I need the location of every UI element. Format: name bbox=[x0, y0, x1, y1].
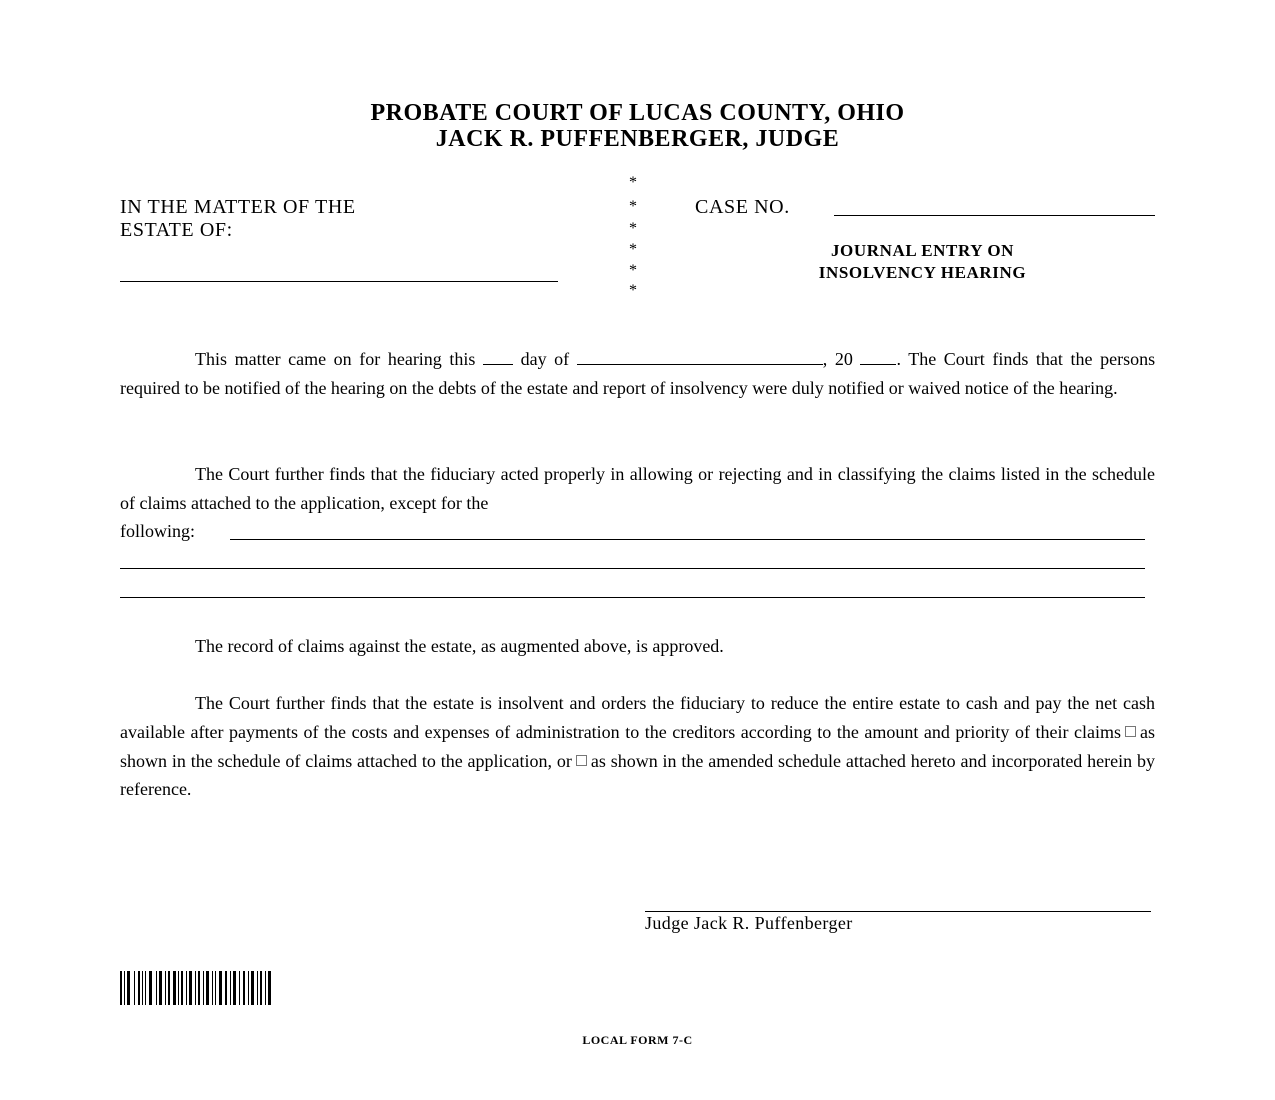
document-title-line-1: JOURNAL ENTRY ON bbox=[830, 241, 1015, 260]
paragraph-hearing bbox=[120, 345, 1155, 403]
separator-star: * bbox=[629, 262, 637, 279]
separator-star: * bbox=[629, 198, 637, 215]
separator-star: * bbox=[629, 241, 637, 258]
p4-part-3: as shown in the amended schedule attached hereto and incorporated herein by reference. bbox=[120, 750, 1155, 800]
month-blank[interactable] bbox=[577, 348, 823, 365]
matter-line-2: ESTATE OF: bbox=[120, 219, 233, 241]
paragraph-claims bbox=[120, 460, 1155, 518]
separator-star: * bbox=[629, 220, 637, 237]
case-no-label: CASE NO. bbox=[695, 196, 790, 218]
signature-line[interactable] bbox=[645, 911, 1151, 912]
document-title-line-2: INSOLVENCY HEARING bbox=[818, 263, 1027, 282]
p2-following: following: bbox=[120, 521, 195, 541]
p2-text: The Court further finds that the fiduciary acted properly in allowing or rejecting and in classifying the claims listed in the schedule of claims attached to the application, except for the bbox=[120, 464, 1155, 513]
judge-title: JACK R. PUFFENBERGER, JUDGE bbox=[435, 126, 840, 152]
court-title: PROBATE COURT OF LUCAS COUNTY, OHIO bbox=[370, 100, 905, 126]
amended-schedule-checkbox[interactable] bbox=[576, 755, 587, 766]
exceptions-blank-2[interactable] bbox=[120, 568, 1145, 569]
paragraph-insolvency bbox=[120, 689, 1155, 804]
p1-day-of: day of bbox=[520, 349, 570, 369]
year-blank[interactable] bbox=[860, 348, 896, 365]
day-blank[interactable] bbox=[483, 348, 513, 365]
signature-name: Judge Jack R. Puffenberger bbox=[645, 913, 853, 933]
estate-name-blank[interactable] bbox=[120, 281, 558, 282]
separator-star: * bbox=[629, 282, 637, 299]
form-id: LOCAL FORM 7-C bbox=[582, 1033, 693, 1047]
schedule-checkbox[interactable] bbox=[1125, 726, 1136, 737]
separator-star: * bbox=[629, 174, 637, 191]
paragraph-approval bbox=[120, 632, 1155, 661]
exceptions-blank-1[interactable] bbox=[230, 539, 1145, 540]
barcode bbox=[120, 971, 272, 1005]
p1-start: This matter came on for hearing this bbox=[195, 349, 476, 369]
case-no-blank[interactable] bbox=[834, 215, 1155, 216]
p4-part-1: The Court further finds that the estate is insolvent and orders the fiduciary to reduce the entire estate to cash and pay the net cash available after payments of the costs and expenses of administration to the creditors according to the amount and priority of their claims bbox=[120, 693, 1155, 742]
exceptions-blank-3[interactable] bbox=[120, 597, 1145, 598]
p1-year-prefix: , 20 bbox=[822, 349, 853, 369]
p4-part-2: as shown in the schedule of claims attached to the application, or bbox=[120, 721, 1155, 771]
p1-rest: . The Court finds that the persons required to be notified of the hearing on the debts of the estate and report of insolvency were duly notified or waived notice of the hearing. bbox=[120, 349, 1156, 398]
matter-line-1: IN THE MATTER OF THE bbox=[120, 196, 356, 218]
p3-text: The record of claims against the estate, as augmented above, is approved. bbox=[195, 636, 724, 656]
